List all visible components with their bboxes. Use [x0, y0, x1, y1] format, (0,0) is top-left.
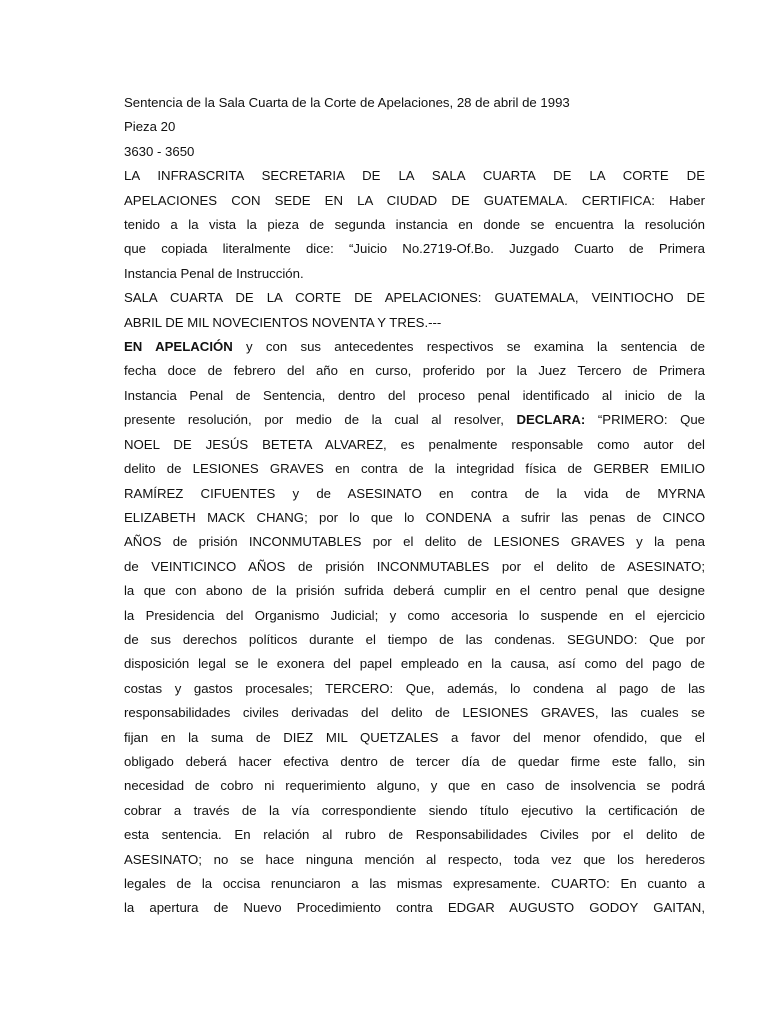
sala-heading-line: ABRIL DE MIL NOVECIENTOS NOVENTA Y TRES.---: [124, 314, 442, 330]
body-line: responsabilidades civiles derivadas del delito de LESIONES GRAVES, las cuales se: [124, 705, 705, 721]
folio-range: 3630 - 3650: [124, 143, 195, 159]
certification-line: Instancia Penal de Instrucción.: [124, 265, 304, 281]
body-line: cobrar a través de la vía correspondiente siendo título ejecutivo la certificación de: [124, 802, 705, 818]
body-line: fecha doce de febrero del año en curso, proferido por la Juez Tercero de Primera: [124, 363, 705, 379]
body-line: AÑOS de prisión INCONMUTABLES por el delito de LESIONES GRAVES y la pena: [124, 534, 705, 550]
body-line: esta sentencia. En relación al rubro de Responsabilidades Civiles por el delito de: [124, 827, 705, 843]
body-line: la apertura de Nuevo Procedimiento contra EDGAR AUGUSTO GODOY GAITAN,: [124, 900, 705, 916]
body-line: fijan en la suma de DIEZ MIL QUETZALES a favor del menor ofendido, que el: [124, 729, 705, 745]
certification-line: tenido a la vista la pieza de segunda instancia en donde se encuentra la resolución: [124, 217, 705, 233]
body-line: legales de la occisa renunciaron a las mismas expresamente. CUARTO: En cuanto a: [124, 876, 705, 891]
body-line: disposición legal se le exonera del papel empleado en la causa, así como del pago de: [124, 656, 705, 672]
body-line: la Presidencia del Organismo Judicial; y como accesoria lo suspende en el ejercicio: [124, 607, 705, 623]
body-line: delito de LESIONES GRAVES en contra de la integridad física de GERBER EMILIO: [124, 461, 705, 477]
certification-line: APELACIONES CON SEDE EN LA CIUDAD DE GUATEMALA. CERTIFICA: Haber: [124, 192, 705, 208]
body-line: de VEINTICINCO AÑOS de prisión INCONMUTABLES por el delito de ASESINATO;: [124, 558, 705, 574]
document-page: [124, 91, 705, 921]
body-line: la que con abono de la prisión sufrida deberá cumplir en el centro penal que designe: [124, 583, 705, 599]
body-line: ELIZABETH MACK CHANG; por lo que lo CONDENA a sufrir las penas de CINCO: [124, 509, 705, 525]
body-line: costas y gastos procesales; TERCERO: Que, además, lo condena al pago de las: [124, 680, 705, 696]
certification-line: que copiada literalmente dice: “Juicio No.2719-Of.Bo. Juzgado Cuarto de Primera: [124, 241, 705, 257]
body-line: presente resolución, por medio de la cual al resolver, DECLARA: “PRIMERO: Que: [124, 412, 705, 428]
declara-label: DECLARA:: [516, 412, 586, 428]
body-line: Instancia Penal de Sentencia, dentro del proceso penal identificado al inicio de la: [124, 387, 705, 403]
body-line: ASESINATO; no se hace ninguna mención al respecto, toda vez que los herederos: [124, 851, 705, 867]
body-line: RAMÍREZ CIFUENTES y de ASESINATO en contra de la vida de MYRNA: [124, 485, 705, 501]
sala-heading-line: SALA CUARTA DE LA CORTE DE APELACIONES: GUATEMALA, VEINTIOCHO DE: [124, 290, 705, 306]
certification-line: LA INFRASCRITA SECRETARIA DE LA SALA CUARTA DE LA CORTE DE: [124, 168, 705, 184]
en-apelacion-label: EN APELACIÓN: [124, 339, 233, 355]
body-line: necesidad de cobro ni requerimiento alguno, y que en caso de insolvencia se podrá: [124, 778, 705, 794]
body-line: de sus derechos políticos durante el tiempo de las condenas. SEGUNDO: Que por: [124, 631, 705, 647]
body-line: EN APELACIÓN y con sus antecedentes respectivos se examina la sentencia de: [124, 339, 705, 355]
document-title: Sentencia de la Sala Cuarta de la Corte de Apelaciones, 28 de abril de 1993: [124, 95, 570, 110]
body-text-block: [124, 433, 705, 921]
body-line: obligado deberá hacer efectiva dentro de tercer día de quedar firme este fallo, sin: [124, 753, 705, 769]
piece-number: Pieza 20: [124, 119, 176, 135]
body-line: NOEL DE JESÚS BETETA ALVAREZ, es penalmente responsable como autor del: [124, 436, 705, 452]
